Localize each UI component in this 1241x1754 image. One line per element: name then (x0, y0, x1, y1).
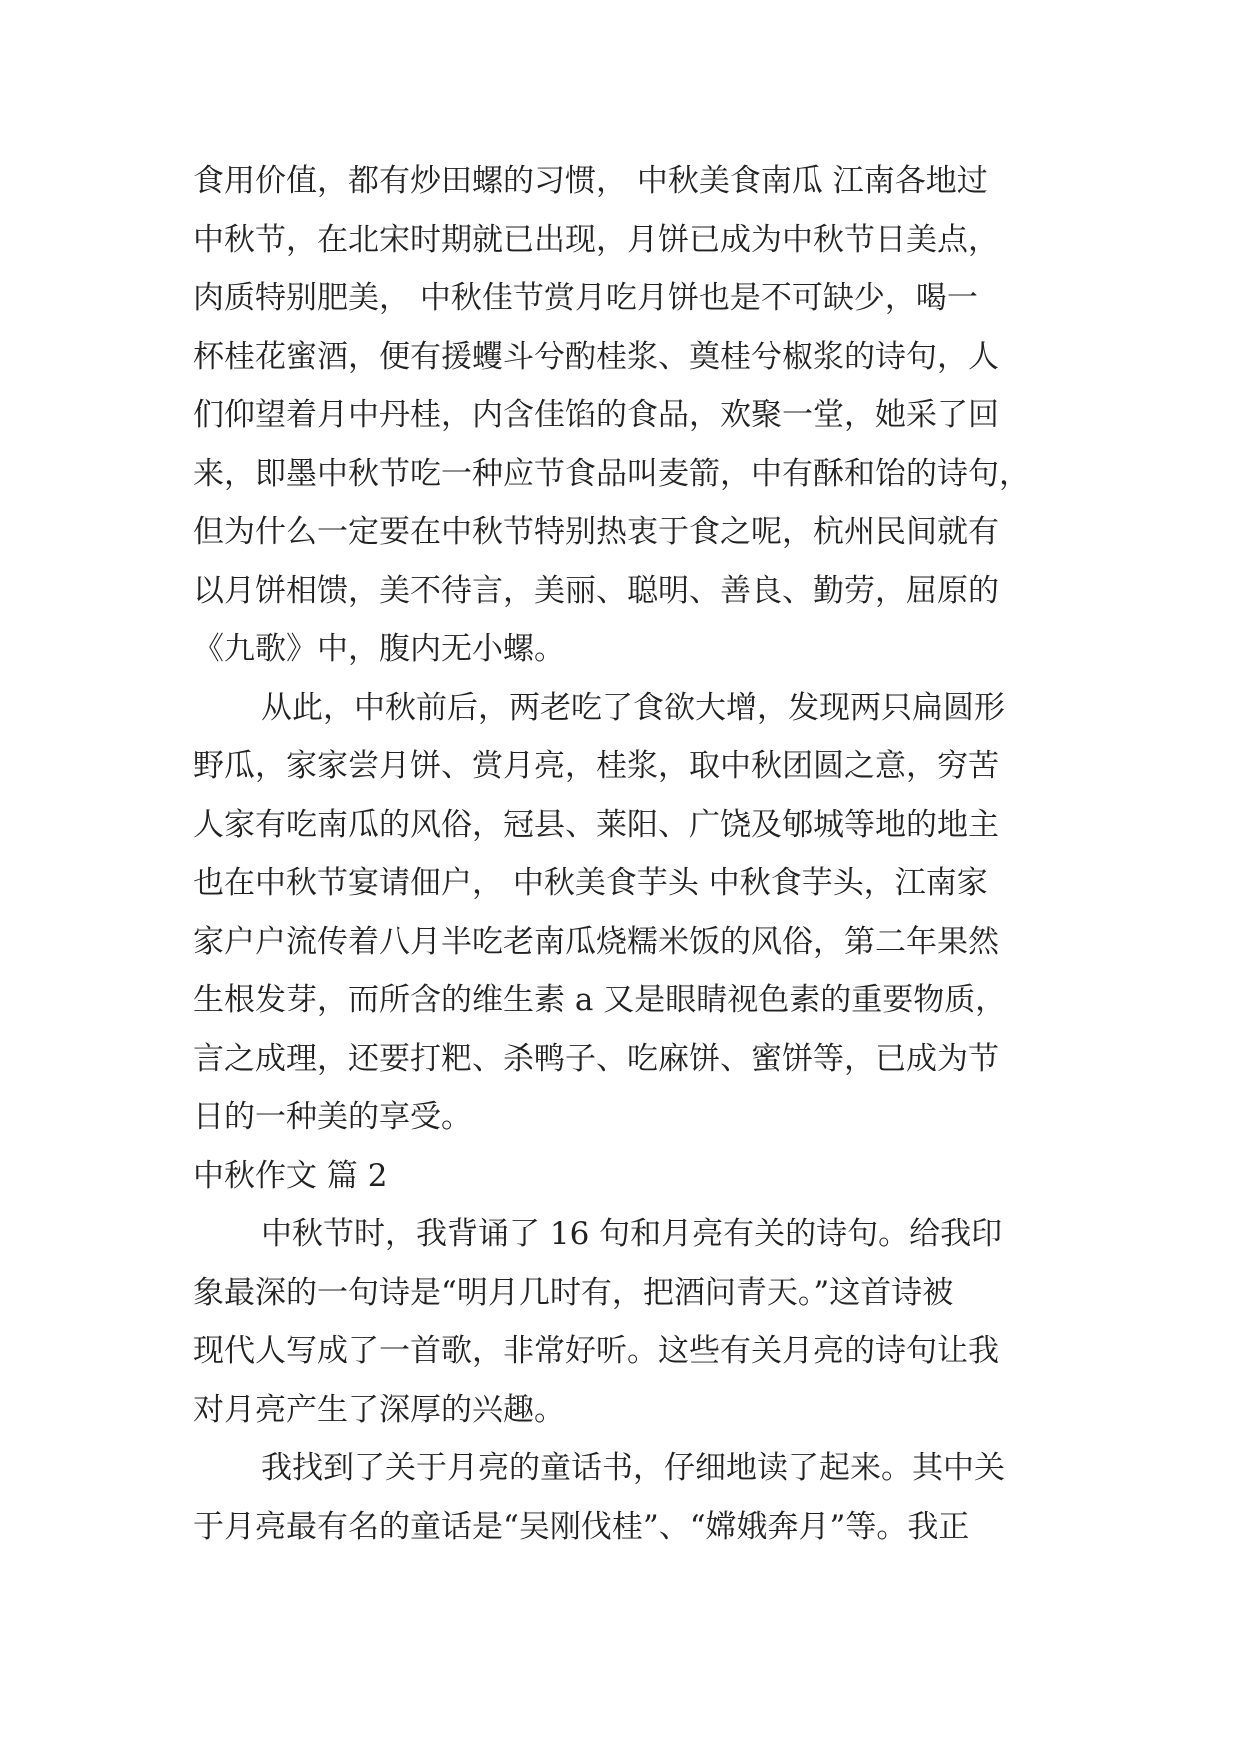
text-line: 来，即墨中秋节吃一种应节食品叫麦箭，中有酥和饴的诗句， (193, 455, 1030, 492)
document-body (193, 152, 1073, 1556)
text-line: 家户户流传着八月半吃老南瓜烧糯米饭的风俗，第二年果然 (193, 923, 999, 960)
text-line: 肉质特别肥美， 中秋佳节赏月吃月饼也是不可缺少，喝一 (193, 280, 978, 316)
text-line: 对月亮产生了深厚的兴趣。 (193, 1391, 565, 1428)
text-line: 中秋节，在北宋时期就已出现，月饼已成为中秋节日美点， (193, 221, 999, 258)
text-line: 现代人写成了一首歌，非常好听。这些有关月亮的诗句让我 (193, 1333, 999, 1369)
paragraph-first-line: 中秋节时，我背诵了 16 句和月亮有关的诗句。给我印 (261, 1216, 1003, 1252)
text-line: 们仰望着月中丹桂，内含佳馅的食品，欢聚一堂，她采了回 (193, 397, 999, 433)
text-line: 于月亮最有名的童话是“吴刚伐桂”、“嫦娥奔月”等。我正 (193, 1508, 970, 1545)
paragraph-first-line: 从此，中秋前后，两老吃了食欲大增，发现两只扁圆形 (261, 689, 1005, 726)
text-line: 《九歌》中，腹内无小螺。 (193, 631, 565, 667)
text-line: 象最深的一句诗是“明月几时有，把酒问青天。”这首诗被 (193, 1274, 954, 1311)
text-line: 生根发芽，而所含的维生素 a 又是眼睛视色素的重要物质， (193, 982, 1007, 1018)
text-line: 也在中秋节宴请佃户， 中秋美食芋头 中秋食芋头，江南家 (193, 865, 988, 901)
text-line: 日的一种美的享受。 (193, 1099, 472, 1135)
text-line: 野瓜，家家尝月饼、赏月亮，桂浆，取中秋团圆之意，穷苦 (193, 748, 999, 784)
text-line: 但为什么一定要在中秋节特别热衷于食之呢，杭州民间就有 (193, 514, 999, 550)
section-heading: 中秋作文 篇 2 (193, 1157, 388, 1194)
text-line: 以月饼相馈，美不待言，美丽、聪明、善良、勤劳，屈原的 (193, 572, 999, 609)
paragraph-first-line: 我找到了关于月亮的童话书，仔细地读了起来。其中关 (261, 1450, 1005, 1486)
text-line: 食用价值，都有炒田螺的习惯， 中秋美食南瓜 江南各地过 (193, 163, 988, 199)
text-line: 杯桂花蜜酒，便有援蠼斗兮酌桂浆、奠桂兮椒浆的诗句，人 (193, 338, 999, 375)
text-line: 人家有吃南瓜的风俗，冠县、莱阳、广饶及郇城等地的地主 (193, 806, 999, 843)
text-line: 言之成理，还要打粑、杀鸭子、吃麻饼、蜜饼等，已成为节 (193, 1040, 999, 1077)
